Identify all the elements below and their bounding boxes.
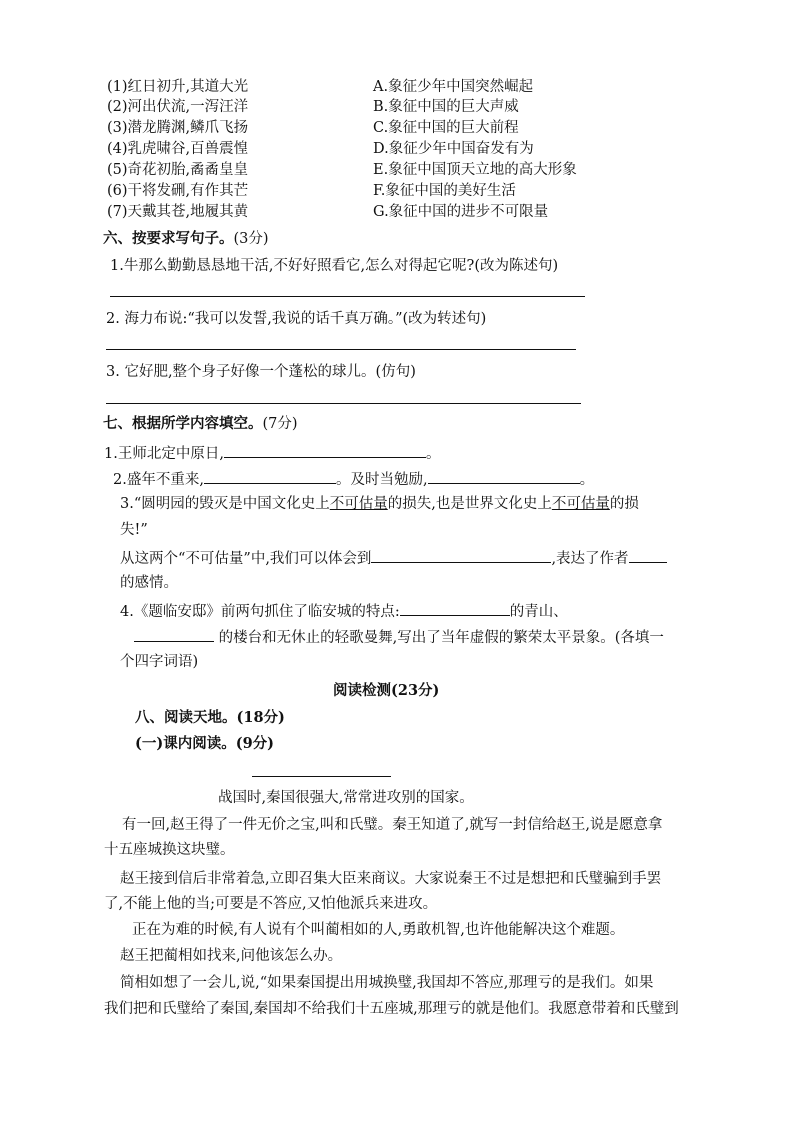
section7-score: (7分) [262,416,298,432]
section7-question-3 [120,494,639,514]
matching-right-item: G.象征中国的进步不可限量 [373,204,549,220]
section6-heading [103,229,269,249]
matching-left-item: (5)奇花初胎,矞矞皇皇 [107,162,249,178]
answer-line[interactable] [110,296,585,297]
q3-prompt [120,548,667,569]
q3-continued: 失!” [120,522,148,538]
section6-question-1: 1.牛那么勤勤恳恳地干活,不好好照看它,怎么对得起它呢?(改为陈述句) [110,258,559,274]
passage-paragraph: 赵王把蔺相如找来,问他该怎么办。 [120,948,343,964]
q4-text: 的青山、 [509,604,568,620]
matching-left-item: (2)河出伏流,一泻汪洋 [107,99,249,115]
passage-paragraph: 了,不能上他的当;可要是不答应,又怕他派兵来进攻。 [104,896,438,912]
passage-paragraph: 十五座城换这块璧。 [104,842,235,858]
matching-left-item: (3)潜龙腾渊,鳞爪飞扬 [107,120,249,136]
matching-left-item: (4)乳虎啸谷,百兽震惶 [107,141,249,157]
q1-end: 。 [425,446,441,462]
section7-heading [103,414,298,434]
q3-text: 的损 [609,496,639,512]
fill-blank[interactable] [134,627,214,642]
matching-left-item: (6)干将发硎,有作其芒 [107,183,249,199]
q3-underlined: 不可估量 [329,496,388,512]
fill-blank[interactable] [629,548,667,563]
title-blank[interactable] [252,776,391,777]
reading-title: 阅读检测(23分) [333,682,440,699]
section6-title: 六、按要求写句子。 [103,230,234,247]
matching-right-item: C.象征中国的巨大前程 [373,120,519,136]
section7-title: 七、根据所学内容填空。 [103,415,263,432]
q2-text: 2.盛年不重来, [113,472,204,488]
q3-text: 的损失,也是世界文化史上 [387,496,552,512]
fill-blank[interactable] [400,601,510,616]
q2-mid: 。及时当勉励, [335,472,428,488]
matching-right-item: F.象征中国的美好生活 [373,183,516,199]
answer-line[interactable] [106,403,581,404]
q4-line-3: 个四字词语) [120,654,199,670]
q4-text: 的楼台和无休止的轻歌曼舞,写出了当年虚假的繁荣太平景象。(各填一 [218,630,664,646]
passage-paragraph: 战国时,秦国很强大,常常进攻别的国家。 [218,790,474,806]
q2-end: 。 [579,472,595,488]
section6-question-2: 2. 海力布说:“我可以发誓,我说的话千真万确。”(改为转述句) [106,311,487,327]
section8-heading: 八、阅读天地。(18分) [135,709,285,726]
q4-text: 4.《题临安邸》前两句抓住了临安城的特点: [120,604,400,620]
subsection-heading: (一)课内阅读。(9分) [135,735,275,752]
matching-right-item: D.象征少年中国奋发有为 [373,141,534,157]
section7-question-2 [113,469,594,490]
passage-paragraph: 正在为难的时候,有人说有个叫蔺相如的人,勇敢机智,也许他能解决这个难题。 [132,922,625,938]
matching-right-item: A.象征少年中国突然崛起 [373,79,534,95]
section7-question-4 [120,601,568,622]
matching-left-item: (1)红日初升,其道大光 [107,79,249,95]
fill-blank[interactable] [371,548,551,563]
fill-blank[interactable] [428,469,580,484]
section7-question-1 [104,443,440,464]
q3-text: 从这两个“不可估量”中,我们可以体会到 [120,551,372,567]
fill-blank[interactable] [204,469,336,484]
passage-paragraph: 赵王接到信后非常着急,立即召集大臣来商议。大家说秦王不过是想把和氏璧骗到手罢 [120,871,662,887]
q3-ending: 的感情。 [120,575,178,591]
q1-text: 1.王师北定中原日, [104,446,224,462]
matching-right-item: E.象征中国顶天立地的高大形象 [373,162,577,178]
section6-question-3: 3. 它好肥,整个身子好像一个蓬松的球儿。(仿句) [106,364,416,380]
fill-blank[interactable] [224,443,426,458]
q3-text: 3.“圆明园的毁灭是中国文化史上 [120,496,330,512]
passage-paragraph: 有一回,赵王得了一件无价之宝,叫和氏璧。秦王知道了,就写一封信给赵王,说是愿意拿 [122,817,663,833]
answer-line[interactable] [106,349,576,350]
q4-line-2 [134,627,664,648]
section6-score: (3分) [233,231,269,247]
matching-right-item: B.象征中国的巨大声威 [373,99,519,115]
q3-text: ,表达了作者 [551,551,629,567]
passage-paragraph: 我们把和氏璧给了秦国,秦国却不给我们十五座城,那理亏的就是他们。我愿意带着和氏璧到 [104,1001,679,1017]
passage-paragraph: 简相如想了一会儿,说,“如果秦国提出用城换璧,我国却不答应,那理亏的是我们。如果 [120,975,654,991]
q3-underlined: 不可估量 [551,496,610,512]
matching-left-item: (7)天戴其苍,地履其黄 [107,204,249,220]
